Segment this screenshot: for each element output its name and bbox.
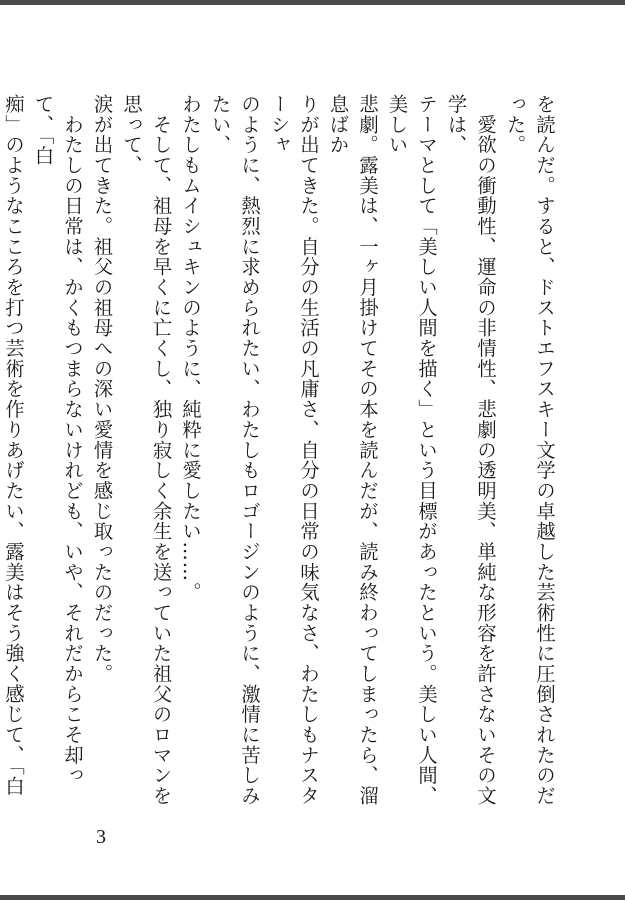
- bottom-border: [0, 895, 625, 900]
- paragraph-3: そして、祖母を早くに亡くし、独り寂しく余生を送っていた祖父のロマンを思って、 涙が出てきた。祖父の祖母への深い愛情を感じ取ったのだった。: [90, 94, 173, 806]
- paragraph-2: 愛欲の衝動性、運命の非情性、悲劇の透明美、単純な形容を許さないその文学は、 テーマとして「美しい人間を描く」という目標があったという。美しい人間、美しい 悲劇。露美は、一ヶ月掛けてその本を読んだが、読み終わってしまったら、溜息ばか りが出てきた。自分の生活の凡庸さ、自分の日常の味気なさ、わたしもナスターシャ のように、熱烈に求められたい、わたしもロゴージンのように、激情に苦しみたい、 わたしもムイシュキンのように、純粋に愛したい……。: [179, 94, 497, 806]
- paragraph-1: を読んだ。すると、ドストエフスキー文学の卓越した芸術性に圧倒されたのだった。: [503, 94, 556, 806]
- vertical-text-body: [0, 94, 559, 814]
- paragraph-4: わたしの日常は、かくもつまらないけれども、いや、それだからこそ却って、「白 痴」のようなこころを打つ芸術を作りあげたい、露美はそう強く感じて、「白: [2, 94, 84, 797]
- top-border: [0, 0, 625, 5]
- page-number: 3: [96, 826, 106, 848]
